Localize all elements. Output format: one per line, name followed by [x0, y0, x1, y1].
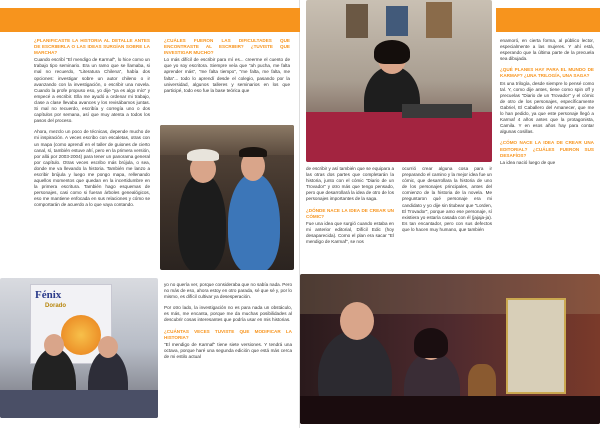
person-left-hat: [187, 149, 219, 161]
table-with-books: [0, 390, 158, 418]
question-heading: ¿CUÁNTAS VECES TUVISTE QUE MODIFICAR LA HISTORIA?: [164, 328, 292, 340]
photo-author-signing: [306, 0, 492, 162]
question-heading: ¿QUÉ PLANES HAY PARA EL MUNDO DE KARMAF? ¿UNA TRILOGÍA, UNA SAGA?: [500, 67, 594, 79]
right-column-3: [500, 38, 594, 270]
wall-poster: [426, 2, 452, 38]
photo-presentation-panel: [300, 274, 600, 424]
left-lower-column: [164, 282, 292, 422]
photo-book-fair-stand: [0, 278, 158, 418]
question-heading: ¿CÓMO NACE LA IDEA DE CREAR UNA EDITORIAL? ¿CUÁLES FUERON SUS DESAFÍOS?: [500, 140, 594, 158]
phoenix-logo-icon: [61, 315, 101, 355]
panel-table: [300, 396, 600, 424]
person-left-body: [178, 173, 226, 270]
person-seated-right-head: [98, 336, 118, 358]
answer-paragraph: "El mendigo de Karmaf" tiene siete versiones. Y tendrá una octava, porque haré una segunda edición que está más cerca de mi estilo actual: [164, 341, 292, 359]
answer-paragraph: ocurrió crear alguna cosa para ir preparando el camino y la mejor idea fue un cómic, que desarrollara la historia de uno de los personajes principales, antes del comienzo de la historia de la novela. Me preguntaron qué personaje era mi candidato y yo dije sin titubear que "Lorden, El Trovador", porque amo ese personaje, sí existiera yo estaría casada con él (jajaja-ja). Es tan encantador, pero con sus defectos que lo hacen muy humano, que también: [402, 166, 492, 232]
author-hair: [374, 40, 410, 64]
question-heading: ¿PLANIFICASTE LA HISTORIA AL DETALLE ANTES DE ESCRIBIRLA O LAS IDEAS SURGÍAN SOBRE LA MARCHA?: [34, 38, 150, 56]
answer-paragraph: yo no quería ver, porque consideraba que no sabía nada. Pero no más de eso, ahora estoy en otro parada, sé que sé y, por lo mismo, es difícil cultivar ya desesperación.: [164, 282, 292, 300]
answer-paragraph: Ahora, mezclo un poco de técnicas, depende mucho de mi inspiración. A veces escribo con escaletas, otras con un mapa (como aprendí en el taller de guiones de cierto canal, sí, también estuve ahí, pero en la primera versión, por allá por 2003-2004) para tener un panorama general por capítulo. Otras veces escribo más brújula, o sea, donde me va llevando la historia. También me lanzo a escribir brújula y luego me pongo mapa, rellenando aquellos momentos que quedan en la incertidumbre en la primera escritura. También hago esquemas de personajes, casi como si fueran árboles genealógicos, eso me mantiene enfocada en sus relaciones y cómo se comportarán de acuerdo a lo que vaya contando.: [34, 129, 150, 208]
banner-brand-text: Fénix: [35, 289, 62, 301]
answer-paragraph: Es una trilogía, desde siempre lo pensé como tal. Y, como dije antes, tiene como spin off y precuelas "Diario de un Trovador" y el cómic de otro de los personajes, específicamente Gabriel, El Caballero del Amanecer, que me lo han pedido, ya que este personaje llegó a Karmaf 4 años antes que la protagonista, Camila. Y en esos años hay para contar algunas cosillas.: [500, 80, 594, 135]
photo-wall: [160, 125, 294, 155]
framed-artwork-stand: [506, 298, 566, 394]
wall-poster: [386, 6, 408, 36]
answer-paragraph: Fue una idea que surgió cuando estaba en mi anterior editorial, Difícil Edic (hoy desaparecida). Como el plan era sacar "El mendigo de Karmaf", se nos: [306, 220, 394, 245]
left-column-1: [34, 38, 150, 280]
answer-paragraph: Por otro lado, la investigación no es para nada un obstáculo, es más, me encanta, porque me da muchas posibilidades al descubrir cosas interesantes que podría usar en mis historias.: [164, 305, 292, 323]
person-right-hair: [239, 147, 267, 157]
answer-paragraph: Lo más difícil de escribir para mí es... creerme el cuento de que yo soy escritora. Siempre veía que "ah pucha, me falta aprender más", "me falta tiempo", "me falta, me falta, me falta"... todo lo aprendí desde el colegio, pasando por la universidad, algunos talleres y seminarios en los que participé, todo eso fue la base teórica que: [164, 57, 290, 93]
books-on-table: [402, 104, 472, 118]
woman-seated-hair: [414, 328, 448, 358]
wall-poster: [346, 4, 368, 38]
person-seated-left-head: [44, 334, 64, 356]
orange-header-band-right: [496, 8, 600, 32]
answer-paragraph: La idea nació luego de que: [500, 159, 556, 165]
left-column-2: [164, 38, 290, 124]
answer-paragraph: de escribir y así también que se equipara a las otras dos partes que completarán la historia, junto con el cómic "Diario de un Trovador" y otro más que tengo pensado, pero que desarrollará la idea de otro de los personajes importantes de la saga.: [306, 166, 394, 202]
answer-paragraph: Cuando escribí "El mendigo de Karmaf", lo hice como un trabajo tipo seminario. Era un ramo que se llamaba, si mal no recuerdo, "Literatura Chilena", había dos opciones: investigar sobre un autor chileno o ir avanzando con la investigación, o escribir una novela. Cuando la profe propuso eso, yo dije "ya es algo mío" y empecé a escribir. Ella me ayudó a ordenar mi trabajo, clase a clase llevaba avances y los revisábamos juntas. Si mal no recuerdo, escribía y corregía uno o dos capítulos por semana, así que muy atenta a todos los pasos del proceso.: [34, 57, 150, 124]
man-speaking-head: [340, 302, 374, 340]
person-right-body: [228, 173, 280, 270]
orange-header-band: [0, 8, 300, 32]
question-heading: ¿DÓNDE NACE LA IDEA DE CREAR UN CÓMIC?: [306, 207, 394, 219]
table-red-cloth: [306, 112, 492, 162]
right-page: [300, 0, 600, 428]
photo-author-with-fan: [160, 125, 294, 270]
question-heading: ¿CUÁLES FUERON LAS DIFICULTADES QUE ENCONTRASTE AL ESCRIBIR? ¿TUVISTE QUE INVESTIGAR MUCHO?: [164, 38, 290, 56]
right-column-2: [402, 166, 492, 272]
banner-sub-text: Dorado: [45, 303, 66, 309]
answer-paragraph: enamoró, en cierta forma, al público lector, especialmente a las mujeres. Y ahí está, esperando que la última parte de la precuela sea dibujada.: [500, 38, 594, 62]
right-column-1: [306, 166, 394, 272]
